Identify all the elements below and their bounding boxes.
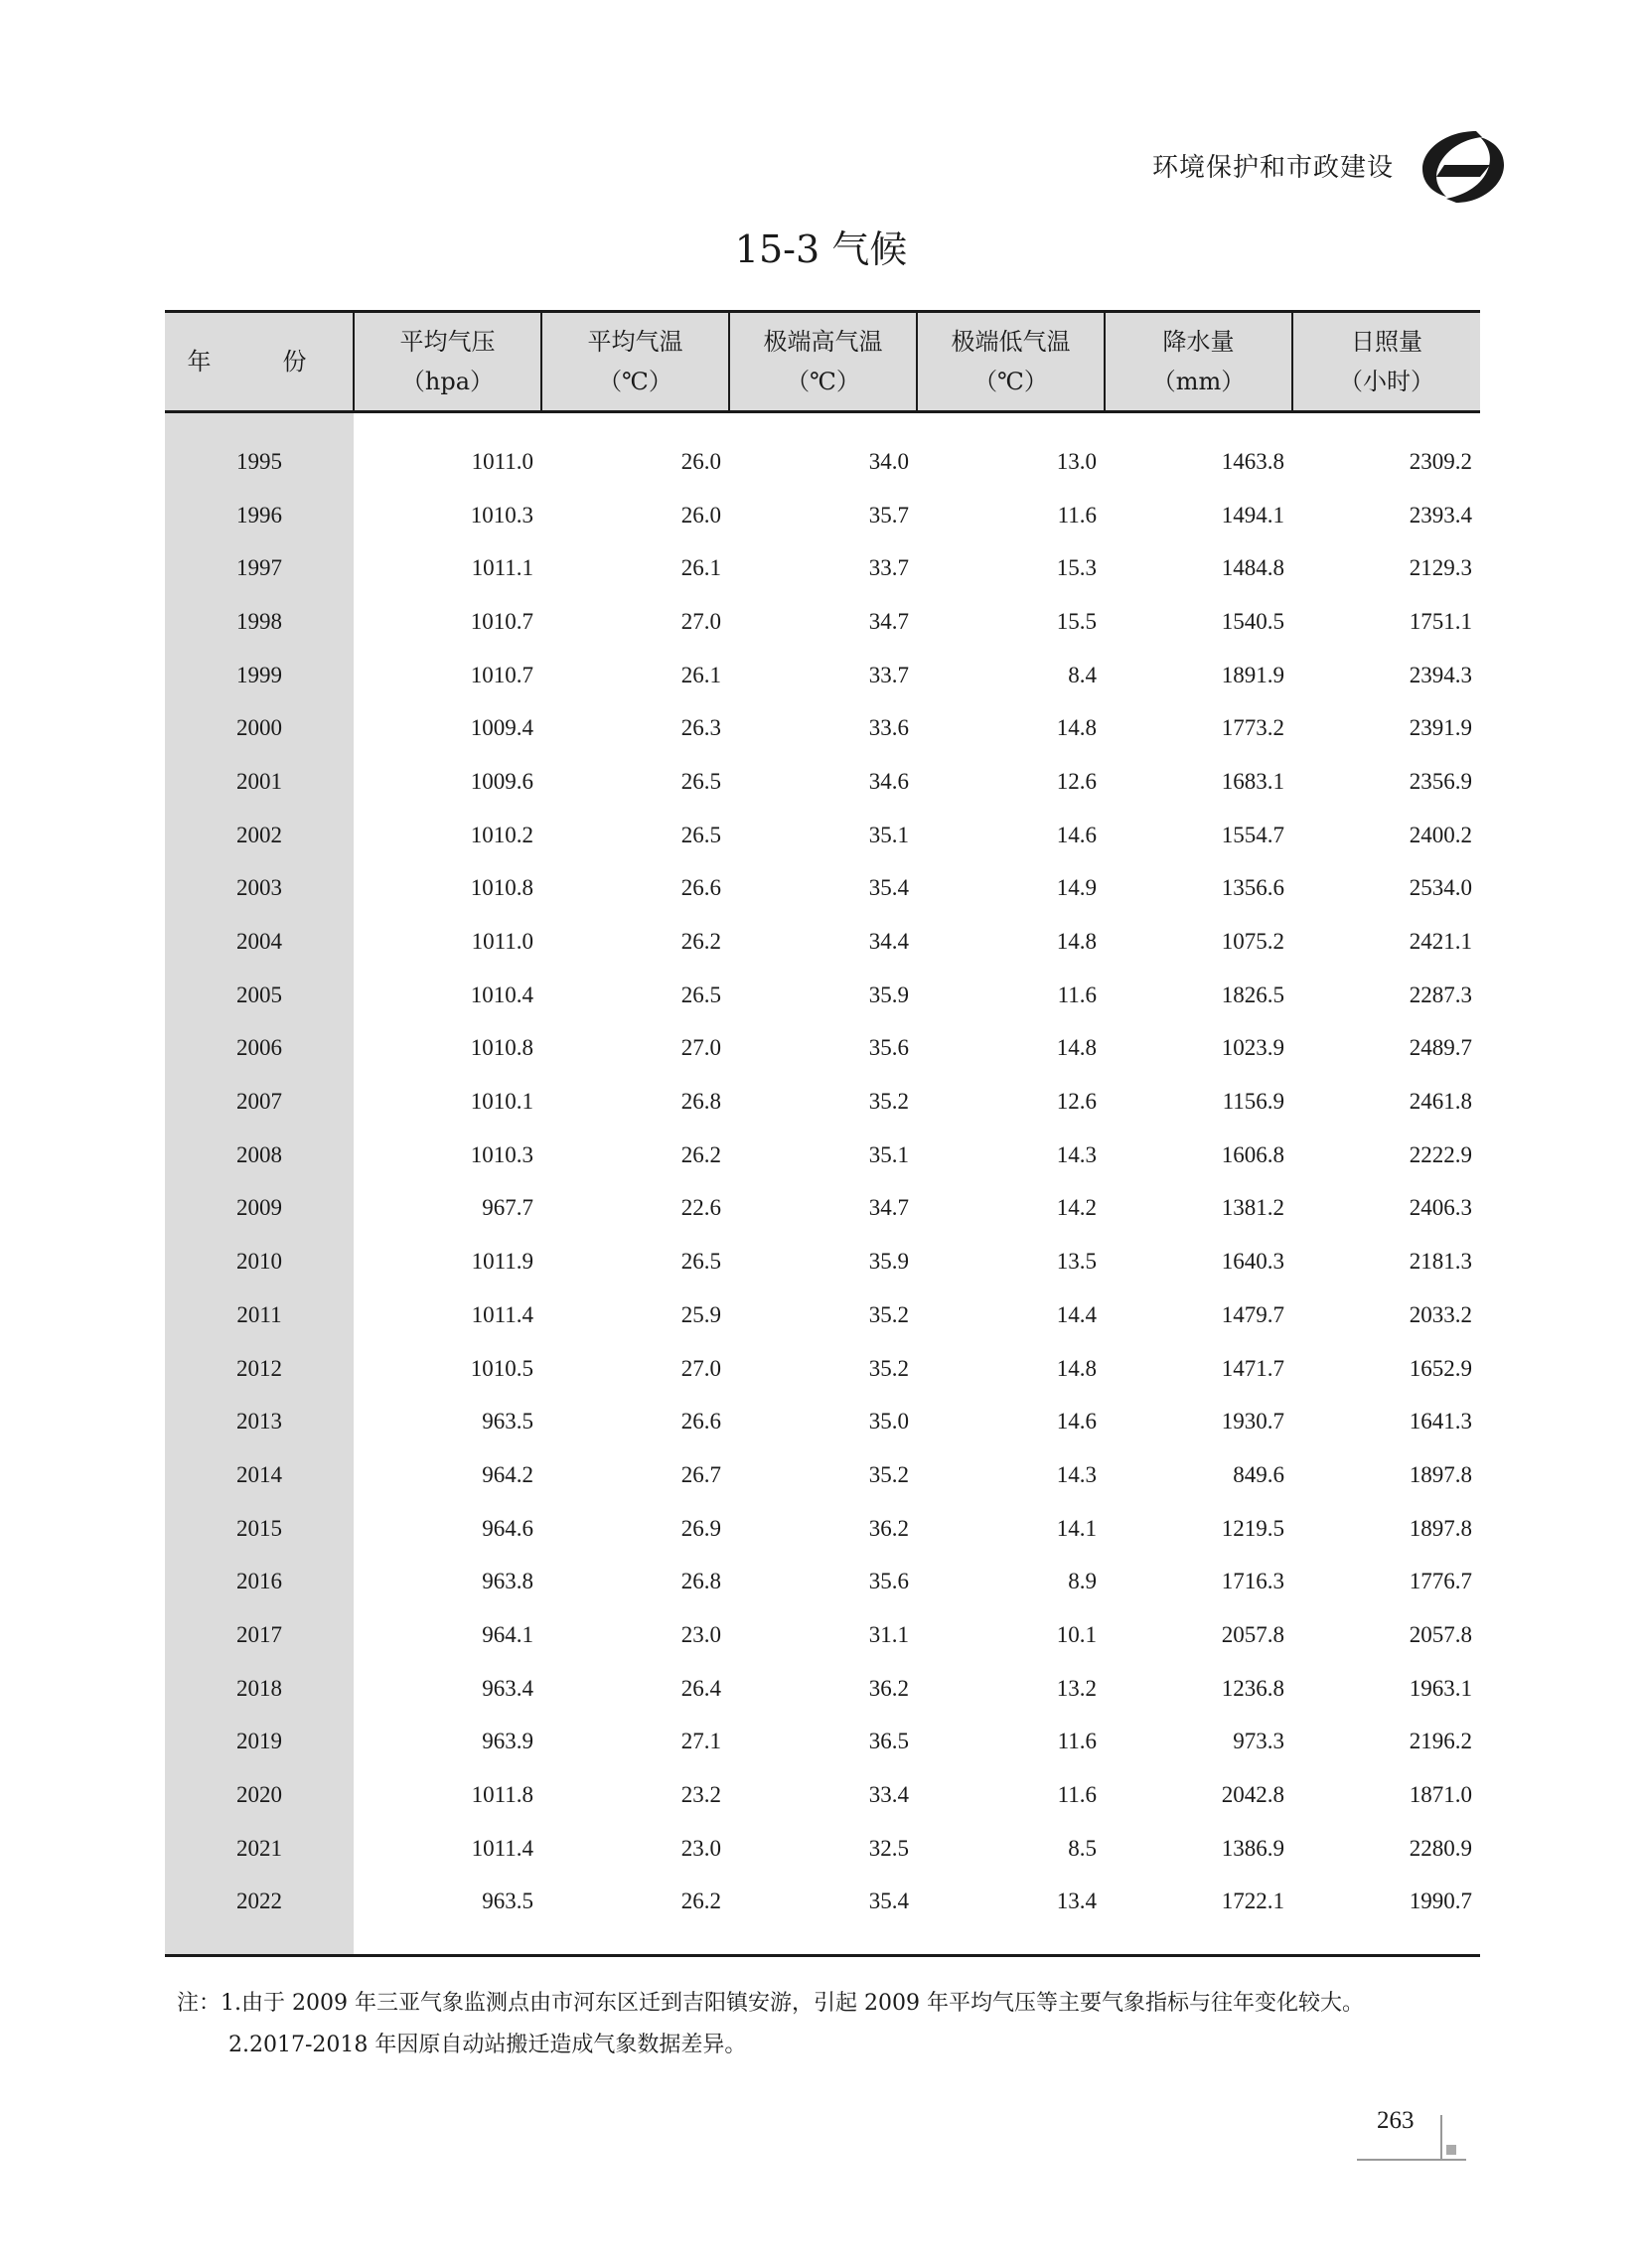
- value-cell: 26.8: [680, 1089, 721, 1115]
- table-row: [165, 1822, 1480, 1876]
- spacer-cell: [541, 1928, 729, 1956]
- value-cell: 36.5: [868, 1729, 909, 1754]
- spacer-cell: [729, 412, 917, 436]
- year-cell: 2013: [165, 1395, 354, 1448]
- value-cell: 1773.2: [1221, 715, 1284, 741]
- value-cell: 35.2: [868, 1461, 909, 1487]
- value-cell: 32.5: [868, 1835, 909, 1861]
- value-cell: 849.6: [1233, 1461, 1284, 1487]
- value-cell: 1479.7: [1221, 1301, 1284, 1327]
- table-row: [165, 1288, 1480, 1342]
- value-cell: 14.8: [1056, 1355, 1097, 1381]
- year-cell: 2015: [165, 1502, 354, 1556]
- value-cell: 963.5: [482, 1889, 533, 1914]
- value-cell: 1011.0: [471, 448, 533, 474]
- value-cell: 1891.9: [1221, 662, 1284, 687]
- climate-table: [165, 310, 1480, 1957]
- value-cell: 36.2: [868, 1675, 909, 1701]
- value-cell: 2129.3: [1409, 555, 1472, 581]
- value-cell: 26.2: [680, 929, 721, 955]
- table-row: [165, 595, 1480, 649]
- year-cell: 2020: [165, 1768, 354, 1822]
- value-cell: 963.8: [482, 1569, 533, 1594]
- spacer-cell: [1105, 412, 1292, 436]
- column-header: [917, 312, 1105, 412]
- value-cell: 2181.3: [1409, 1249, 1472, 1275]
- value-cell: 963.9: [482, 1729, 533, 1754]
- page-title: 15-3 气候: [734, 227, 908, 271]
- value-cell: 34.0: [868, 448, 909, 474]
- year-cell: 2001: [165, 755, 354, 809]
- spacer-cell: [1105, 1928, 1292, 1956]
- year-cell: 2021: [165, 1822, 354, 1876]
- year-cell: 2009: [165, 1182, 354, 1236]
- value-cell: 11.6: [1057, 502, 1097, 528]
- value-cell: 1011.4: [471, 1301, 533, 1327]
- value-cell: 1011.8: [471, 1782, 533, 1808]
- table-notes: [177, 1983, 1364, 2066]
- value-cell: 15.3: [1056, 555, 1097, 581]
- value-cell: 14.8: [1056, 929, 1097, 955]
- table-spacer-row: [165, 412, 1480, 436]
- value-cell: 35.9: [868, 982, 909, 1007]
- value-cell: 35.9: [868, 1249, 909, 1275]
- value-cell: 14.3: [1056, 1461, 1097, 1487]
- table-row: [165, 1342, 1480, 1396]
- column-header: [729, 312, 917, 412]
- value-cell: 14.8: [1056, 715, 1097, 741]
- value-cell: 13.5: [1056, 1249, 1097, 1275]
- value-cell: 26.0: [680, 502, 721, 528]
- table-row: [165, 1182, 1480, 1236]
- year-cell: 2016: [165, 1555, 354, 1608]
- value-cell: 13.0: [1056, 448, 1097, 474]
- value-cell: 27.0: [680, 1035, 721, 1061]
- year-cell: 2010: [165, 1235, 354, 1288]
- value-cell: 34.6: [868, 768, 909, 794]
- spacer-cell: [1292, 1928, 1480, 1956]
- value-cell: 1683.1: [1221, 768, 1284, 794]
- column-header-unit: （mm）: [1151, 368, 1246, 395]
- table-header-row: [165, 312, 1480, 412]
- value-cell: 14.8: [1056, 1035, 1097, 1061]
- value-cell: 35.2: [868, 1301, 909, 1327]
- value-cell: 1494.1: [1221, 502, 1284, 528]
- value-cell: 27.0: [680, 1355, 721, 1381]
- value-cell: 35.7: [868, 502, 909, 528]
- year-cell: 2011: [165, 1288, 354, 1342]
- value-cell: 2393.4: [1409, 502, 1472, 528]
- spacer-cell: [541, 412, 729, 436]
- column-header-year: [165, 312, 354, 412]
- year-cell: 1999: [165, 649, 354, 702]
- column-header-unit: （℃）: [598, 368, 672, 395]
- value-cell: 1554.7: [1221, 822, 1284, 847]
- year-cell: 2008: [165, 1129, 354, 1182]
- table-row: [165, 1876, 1480, 1929]
- value-cell: 1722.1: [1221, 1889, 1284, 1914]
- spacer-cell: [1292, 412, 1480, 436]
- table-body: [165, 412, 1480, 1956]
- value-cell: 35.4: [868, 1889, 909, 1914]
- value-cell: 25.9: [680, 1301, 721, 1327]
- value-cell: 1386.9: [1221, 1835, 1284, 1861]
- value-cell: 35.2: [868, 1089, 909, 1115]
- year-cell: 2014: [165, 1448, 354, 1502]
- value-cell: 34.7: [868, 608, 909, 634]
- value-cell: 35.4: [868, 875, 909, 901]
- value-cell: 26.7: [680, 1461, 721, 1487]
- value-cell: 23.0: [680, 1835, 721, 1861]
- value-cell: 2196.2: [1409, 1729, 1472, 1754]
- value-cell: 1381.2: [1221, 1195, 1284, 1221]
- value-cell: 1010.8: [470, 875, 533, 901]
- column-header-unit: （℃）: [973, 368, 1048, 395]
- year-cell: 2017: [165, 1608, 354, 1662]
- year-cell: 2022: [165, 1876, 354, 1929]
- value-cell: 13.4: [1056, 1889, 1097, 1914]
- value-cell: 10.1: [1056, 1621, 1097, 1647]
- value-cell: 2406.3: [1409, 1195, 1472, 1221]
- column-header-label: 年 份: [187, 348, 331, 376]
- value-cell: 2461.8: [1409, 1089, 1472, 1115]
- note-line-1: 注：1.由于 2009 年三亚气象监测点由市河东区迁到吉阳镇安游，引起 2009 年平均气压等主要气象指标与往年变化较大。: [177, 1991, 1364, 2016]
- value-cell: 14.4: [1056, 1301, 1097, 1327]
- table-row: [165, 1555, 1480, 1608]
- value-cell: 14.2: [1056, 1195, 1097, 1221]
- spacer-cell: [917, 1928, 1105, 1956]
- footer-square-icon: [1446, 2145, 1456, 2155]
- value-cell: 2356.9: [1409, 768, 1472, 794]
- year-cell: 2007: [165, 1075, 354, 1129]
- value-cell: 26.4: [680, 1675, 721, 1701]
- value-cell: 1640.3: [1221, 1249, 1284, 1275]
- column-header-label: 极端低气温: [951, 328, 1071, 356]
- value-cell: 35.1: [868, 1141, 909, 1167]
- value-cell: 1009.6: [470, 768, 533, 794]
- column-header-unit: （hpa）: [400, 368, 495, 395]
- chapter-header: [813, 127, 1508, 217]
- table-row: [165, 1235, 1480, 1288]
- value-cell: 1156.9: [1222, 1089, 1284, 1115]
- value-cell: 34.4: [868, 929, 909, 955]
- value-cell: 13.2: [1056, 1675, 1097, 1701]
- table-row: [165, 435, 1480, 489]
- spacer-cell: [917, 412, 1105, 436]
- value-cell: 34.7: [868, 1195, 909, 1221]
- value-cell: 1010.7: [470, 662, 533, 687]
- table-row: [165, 649, 1480, 702]
- value-cell: 1356.6: [1221, 875, 1284, 901]
- value-cell: 1010.3: [470, 502, 533, 528]
- value-cell: 1897.8: [1409, 1515, 1472, 1541]
- value-cell: 1751.1: [1409, 608, 1472, 634]
- value-cell: 1871.0: [1409, 1782, 1472, 1808]
- table-row: [165, 915, 1480, 969]
- year-cell: 1997: [165, 541, 354, 595]
- value-cell: 2421.1: [1409, 929, 1472, 955]
- value-cell: 964.2: [482, 1461, 533, 1487]
- value-cell: 2391.9: [1409, 715, 1472, 741]
- value-cell: 964.1: [482, 1621, 533, 1647]
- table-spacer-row: [165, 1928, 1480, 1956]
- table-row: [165, 1448, 1480, 1502]
- value-cell: 2222.9: [1409, 1141, 1472, 1167]
- table-row: [165, 701, 1480, 755]
- chapter-logo-icon: [1417, 127, 1508, 207]
- value-cell: 2287.3: [1409, 982, 1472, 1007]
- value-cell: 8.5: [1068, 1835, 1097, 1861]
- value-cell: 963.4: [482, 1675, 533, 1701]
- column-header-label: 日照量: [1351, 328, 1422, 356]
- table-row: [165, 862, 1480, 916]
- value-cell: 1776.7: [1409, 1569, 1472, 1594]
- value-cell: 35.1: [868, 822, 909, 847]
- value-cell: 33.4: [868, 1782, 909, 1808]
- column-header-unit: （小时）: [1339, 368, 1434, 395]
- table-row: [165, 755, 1480, 809]
- value-cell: 12.6: [1056, 1089, 1097, 1115]
- value-cell: 26.1: [680, 555, 721, 581]
- value-cell: 26.3: [680, 715, 721, 741]
- table-row: [165, 1075, 1480, 1129]
- value-cell: 1011.0: [471, 929, 533, 955]
- year-cell: 2004: [165, 915, 354, 969]
- value-cell: 2309.2: [1409, 448, 1472, 474]
- value-cell: 1897.8: [1409, 1461, 1472, 1487]
- page-footer: [1357, 2101, 1466, 2181]
- table-row: [165, 969, 1480, 1022]
- value-cell: 27.1: [680, 1729, 721, 1754]
- value-cell: 1011.1: [471, 555, 533, 581]
- value-cell: 26.2: [680, 1889, 721, 1914]
- value-cell: 35.2: [868, 1355, 909, 1381]
- value-cell: 26.0: [680, 448, 721, 474]
- year-cell: 1998: [165, 595, 354, 649]
- value-cell: 27.0: [680, 608, 721, 634]
- value-cell: 1010.8: [470, 1035, 533, 1061]
- year-cell: 2003: [165, 862, 354, 916]
- year-cell: 2005: [165, 969, 354, 1022]
- table-row: [165, 1395, 1480, 1448]
- value-cell: 973.3: [1233, 1729, 1284, 1754]
- value-cell: 1930.7: [1221, 1409, 1284, 1435]
- value-cell: 2057.8: [1221, 1621, 1284, 1647]
- value-cell: 1010.1: [470, 1089, 533, 1115]
- value-cell: 1075.2: [1221, 929, 1284, 955]
- value-cell: 15.5: [1056, 608, 1097, 634]
- value-cell: 23.2: [680, 1782, 721, 1808]
- value-cell: 2033.2: [1409, 1301, 1472, 1327]
- year-cell: 2000: [165, 701, 354, 755]
- value-cell: 35.6: [868, 1569, 909, 1594]
- column-header: [541, 312, 729, 412]
- value-cell: 35.0: [868, 1409, 909, 1435]
- value-cell: 1606.8: [1221, 1141, 1284, 1167]
- value-cell: 23.0: [680, 1621, 721, 1647]
- value-cell: 2042.8: [1221, 1782, 1284, 1808]
- table-row: [165, 1502, 1480, 1556]
- value-cell: 963.5: [482, 1409, 533, 1435]
- value-cell: 1641.3: [1409, 1409, 1472, 1435]
- table-row: [165, 1129, 1480, 1182]
- spacer-cell: [165, 1928, 354, 1956]
- value-cell: 967.7: [482, 1195, 533, 1221]
- value-cell: 35.6: [868, 1035, 909, 1061]
- note-line-2: 2.2017-2018 年因原自动站搬迁造成气象数据差异。: [228, 2033, 747, 2057]
- value-cell: 26.6: [680, 875, 721, 901]
- year-cell: 2018: [165, 1662, 354, 1716]
- value-cell: 26.6: [680, 1409, 721, 1435]
- value-cell: 26.5: [680, 982, 721, 1007]
- value-cell: 1009.4: [470, 715, 533, 741]
- value-cell: 33.7: [868, 662, 909, 687]
- value-cell: 33.6: [868, 715, 909, 741]
- value-cell: 2280.9: [1409, 1835, 1472, 1861]
- spacer-cell: [354, 1928, 541, 1956]
- table-row: [165, 1608, 1480, 1662]
- year-cell: 2012: [165, 1342, 354, 1396]
- column-header: [1292, 312, 1480, 412]
- value-cell: 1010.7: [470, 608, 533, 634]
- value-cell: 2057.8: [1409, 1621, 1472, 1647]
- column-header-unit: （℃）: [786, 368, 860, 395]
- value-cell: 14.6: [1056, 1409, 1097, 1435]
- value-cell: 8.9: [1068, 1569, 1097, 1594]
- value-cell: 1023.9: [1221, 1035, 1284, 1061]
- value-cell: 14.3: [1056, 1141, 1097, 1167]
- value-cell: 26.2: [680, 1141, 721, 1167]
- value-cell: 11.6: [1057, 1729, 1097, 1754]
- year-cell: 2006: [165, 1022, 354, 1076]
- table-row: [165, 1716, 1480, 1769]
- value-cell: 11.6: [1057, 1782, 1097, 1808]
- footer-rule: [1357, 2159, 1466, 2161]
- value-cell: 1463.8: [1221, 448, 1284, 474]
- column-header: [354, 312, 541, 412]
- value-cell: 11.6: [1057, 982, 1097, 1007]
- table-row: [165, 809, 1480, 862]
- column-header-label: 极端高气温: [763, 328, 883, 356]
- value-cell: 1652.9: [1409, 1355, 1472, 1381]
- value-cell: 1963.1: [1409, 1675, 1472, 1701]
- value-cell: 26.5: [680, 768, 721, 794]
- table-row: [165, 1662, 1480, 1716]
- table-row: [165, 1768, 1480, 1822]
- column-header: [1105, 312, 1292, 412]
- value-cell: 14.9: [1056, 875, 1097, 901]
- table-row: [165, 541, 1480, 595]
- value-cell: 1826.5: [1221, 982, 1284, 1007]
- value-cell: 1716.3: [1221, 1569, 1284, 1594]
- page-number: 263: [1377, 2107, 1415, 2134]
- spacer-cell: [354, 412, 541, 436]
- spacer-cell: [729, 1928, 917, 1956]
- value-cell: 1010.2: [470, 822, 533, 847]
- value-cell: 1236.8: [1221, 1675, 1284, 1701]
- year-cell: 1996: [165, 489, 354, 542]
- value-cell: 1011.9: [471, 1249, 533, 1275]
- value-cell: 33.7: [868, 555, 909, 581]
- column-header-label: 降水量: [1162, 328, 1235, 356]
- value-cell: 964.6: [482, 1515, 533, 1541]
- value-cell: 26.9: [680, 1515, 721, 1541]
- value-cell: 26.8: [680, 1569, 721, 1594]
- column-header-label: 平均气温: [587, 328, 683, 356]
- table-row: [165, 489, 1480, 542]
- value-cell: 1011.4: [471, 1835, 533, 1861]
- column-header-label: 平均气压: [399, 328, 496, 356]
- year-cell: 2002: [165, 809, 354, 862]
- value-cell: 12.6: [1056, 768, 1097, 794]
- value-cell: 1010.3: [470, 1141, 533, 1167]
- value-cell: 1010.4: [470, 982, 533, 1007]
- table-row: [165, 1022, 1480, 1076]
- chapter-title: 环境保护和市政建设: [1151, 153, 1394, 183]
- value-cell: 26.5: [680, 1249, 721, 1275]
- value-cell: 1540.5: [1221, 608, 1284, 634]
- value-cell: 26.5: [680, 822, 721, 847]
- value-cell: 14.1: [1056, 1515, 1097, 1541]
- value-cell: 22.6: [680, 1195, 721, 1221]
- value-cell: 14.6: [1056, 822, 1097, 847]
- value-cell: 36.2: [868, 1515, 909, 1541]
- year-cell: 1995: [165, 435, 354, 489]
- footer-divider: [1440, 2115, 1442, 2161]
- value-cell: 1219.5: [1221, 1515, 1284, 1541]
- value-cell: 26.1: [680, 662, 721, 687]
- value-cell: 2400.2: [1409, 822, 1472, 847]
- value-cell: 8.4: [1068, 662, 1097, 687]
- value-cell: 1471.7: [1221, 1355, 1284, 1381]
- year-cell: 2019: [165, 1716, 354, 1769]
- value-cell: 1010.5: [470, 1355, 533, 1381]
- value-cell: 1990.7: [1409, 1889, 1472, 1914]
- spacer-cell: [165, 412, 354, 436]
- value-cell: 2394.3: [1409, 662, 1472, 687]
- value-cell: 1484.8: [1221, 555, 1284, 581]
- value-cell: 2489.7: [1409, 1035, 1472, 1061]
- value-cell: 31.1: [868, 1621, 909, 1647]
- value-cell: 2534.0: [1409, 875, 1472, 901]
